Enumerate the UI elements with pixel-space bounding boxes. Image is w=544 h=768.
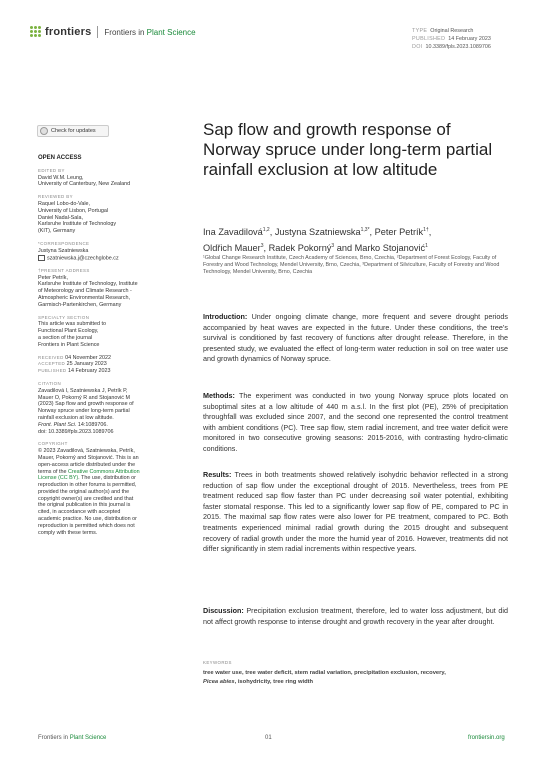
date-key: ACCEPTED <box>38 361 66 367</box>
dates-block <box>38 355 166 375</box>
abstract-text: The experiment was conducted in two young Norway spruce plots located on suboptimal sites at a low altitude of 440 m a.s.l. In the first plot (PE), 25% of precipitation throughfall was excluded since 2007, and the second one represented the control treatment with ambient conditions (PC). Tree sap flow, stem radial increment, and tree water deficit were monitored in two consecutive growing seasons: 2015-2016, with contrasting hydro-climatic conditions. <box>203 391 508 453</box>
author-name: Ina Zavadilová <box>203 227 263 238</box>
copyright-line: © 2023 Zavadilová, Szatniewska, Petrík, <box>38 448 135 455</box>
reviewer-line: (KIT), Germany <box>38 228 76 235</box>
author-affil-sup: 3 <box>331 242 335 249</box>
address-line: Atmospheric Environmental Research, <box>38 294 130 301</box>
date-key: RECEIVED <box>38 354 64 360</box>
keywords <box>203 669 508 687</box>
author-affil-sup: 1,2 <box>262 227 270 233</box>
correspondence-email[interactable]: szatniewska.j@czechglobe.cz <box>47 254 119 261</box>
address-line: Peter Petrík, <box>38 274 68 281</box>
reviewer-line: Karlsruhe Institute of Technology <box>38 221 117 228</box>
specialty-line: This article was submitted to <box>38 321 107 328</box>
article-title: Sap flow and growth response of Norway spruce under long-term partial rainfall exclusion at low altitude <box>203 120 493 179</box>
copyright-text: terms of the <box>38 468 68 475</box>
abstract-text: Under ongoing climate change, more frequent and severe drought periods accompanied by heat waves are expected in the future. Under these conditions, the tree’s survival is conditioned by fast recovery of functions after drought release. Therefore, in the presented study, we evaluated the effect of long-term water reduction in soil on tree water use and growth dynamics of Norway spruce. <box>203 312 508 364</box>
copyright-line: provided the original author(s) and the <box>38 488 130 495</box>
copyright-label: COPYRIGHT <box>38 441 68 447</box>
author-name: Oldřich Mauer <box>203 242 261 253</box>
edited-by-label: EDITED BY <box>38 167 65 173</box>
copyright-line: Mauer, Pokorný and Stojanović. This is an <box>38 454 139 461</box>
logo-text: frontiers <box>45 26 92 38</box>
journal-accent: Plant Science <box>146 27 196 37</box>
sidebar <box>38 155 166 536</box>
cc-license-link[interactable]: Creative Commons Attribution <box>67 468 140 475</box>
abstract-text: Precipitation exclusion treatment, therefore, led to water loss adjustment, but did not affect growth response to intense drought and growth recovery in the year after drought. <box>203 606 508 626</box>
abstract-heading: Methods: <box>203 391 235 400</box>
copyright-line: the original publication in this journal is <box>38 502 131 509</box>
correspondence-name: Justyna Szatniewska <box>38 247 89 254</box>
abstract-methods <box>203 391 508 455</box>
meta-key: TYPE <box>412 28 428 34</box>
keywords-rest: , isohydricity, tree ring width <box>234 679 314 685</box>
citation-line: Norway spruce under long-term partial <box>38 408 130 415</box>
copyright-text: . The use, distribution or <box>78 475 136 482</box>
author-affil-sup: 1 <box>425 242 428 249</box>
frontiers-logo <box>30 26 196 38</box>
meta-key: DOI <box>412 44 423 50</box>
frontiers-dots-icon <box>30 26 42 38</box>
author-line-1 <box>203 224 508 240</box>
citation-line: Mauer O, Pokorný R and Stojanović M <box>38 394 130 401</box>
correspondence-email-row[interactable] <box>38 255 166 262</box>
date-key: PUBLISHED <box>38 368 67 374</box>
author-affil-sup: 1† <box>423 227 429 233</box>
journal-prefix: Frontiers in <box>104 27 147 37</box>
open-access-label: OPEN ACCESS <box>38 155 82 161</box>
abstract-introduction <box>203 312 508 365</box>
address-line: Karlsruhe Institute of Technology, Institute <box>38 281 138 288</box>
meta-value: 10.3389/fpls.2023.1089706 <box>425 44 491 50</box>
citation-line: rainfall exclusion at low altitude. <box>38 414 114 421</box>
date-value: 04 November 2022 <box>65 354 112 361</box>
abstract-results <box>203 470 508 555</box>
address-line: Garmisch-Partenkirchen, Germany <box>38 301 122 308</box>
affiliations: ¹Global Change Research Institute, Czech Academy of Sciences, Brno, Czechia, ²Department of Forest Ecology, Faculty of Forestry and Wood Technology, Mendel University, Brno, Czechia, ³Department of Silviculture, Faculty of Forestry and Wood Technology, Mendel University, Brno, Czechia <box>203 255 500 276</box>
citation-volume: 14:1089706. <box>76 421 108 428</box>
author-name: , Radek Pokorný <box>263 242 332 253</box>
abstract-heading: Results: <box>203 470 232 479</box>
date-value: 25 January 2023 <box>66 361 107 368</box>
meta-type <box>412 27 491 35</box>
author-affil-sup: 3 <box>260 242 264 249</box>
keyword-italic: Picea abies <box>203 679 235 685</box>
update-icon <box>40 127 48 135</box>
meta-value: 14 February 2023 <box>448 36 491 42</box>
copyright-line: reproduction is permitted which does not <box>38 522 135 529</box>
copyright-line: copyright owner(s) are credited and that <box>38 495 134 502</box>
meta-doi <box>412 43 491 51</box>
footer-journal-accent: Plant Science <box>69 735 107 741</box>
reviewer-line: Daniel Nadal-Sala, <box>38 214 83 221</box>
citation-journal-line <box>38 422 166 429</box>
meta-key: PUBLISHED <box>412 36 446 42</box>
author-name: , Peter Petrík <box>369 227 424 238</box>
specialty-label: SPECIALTY SECTION <box>38 314 90 320</box>
address-line: of Meteorology and Climate Research - <box>38 288 132 295</box>
cc-license-link-2[interactable]: License (CC BY) <box>38 475 79 482</box>
footer-journal-prefix: Frontiers in <box>38 735 70 741</box>
date-received <box>38 355 166 362</box>
copyright-line: open-access article distributed under the <box>38 461 136 468</box>
specialty-line: Frontiers in Plant Science <box>38 341 100 348</box>
footer-site-link[interactable]: frontiersin.org <box>468 735 505 741</box>
citation-journal: Front. Plant Sci. <box>38 421 77 428</box>
copyright-line: cited, in accordance with accepted <box>38 509 121 516</box>
mail-icon <box>38 255 45 261</box>
specialty-line: a section of the journal <box>38 334 93 341</box>
meta-published <box>412 35 491 43</box>
logo-divider <box>97 26 98 38</box>
abstract-discussion <box>203 606 508 627</box>
copyright-line: comply with these terms. <box>38 529 98 536</box>
citation-doi: doi: 10.3389/fpls.2023.1089706 <box>38 428 114 435</box>
reviewed-by-label: REVIEWED BY <box>38 194 73 200</box>
abstract-heading: Introduction: <box>203 312 248 321</box>
reviewer-line: University of Lisbon, Portugal <box>38 207 109 214</box>
editor-line: David W.M. Leung, <box>38 174 84 181</box>
citation-label: CITATION <box>38 380 62 386</box>
copyright-link-line <box>38 469 166 476</box>
footer-journal <box>38 735 106 741</box>
copyright-line: reproduction in other forums is permitted, <box>38 482 137 489</box>
reviewer-line: Raquel Lobo-do-Vale, <box>38 200 91 207</box>
correspondence-label: *CORRESPONDENCE <box>38 240 90 246</box>
date-accepted <box>38 361 166 368</box>
keywords-label: KEYWORDS <box>203 660 232 665</box>
date-value: 14 February 2023 <box>68 368 111 375</box>
author-list <box>203 224 508 255</box>
abstract-text: Trees in both treatments showed relatively isohydric behavior reflected in a strong reduction of sap flow under the exceptional drought of 2015. Nevertheless, trees from PE treatment reduced sap flow faster than PC under decreasing soil water potential, exhibiting faster stomatal response. This led to a significantly lower sap flow of PE, compared to PC in 2015. The maximal sap flow rates were also lower for PE treatment, compared to PC. Both treatments experienced minimal radial growth during the 2015 drought and subsequent recovery of radial growth under the more the humid year of 2016. However, treatments did not differ significantly in stem radial increments within respective years. <box>203 470 508 554</box>
author-name: , Justyna Szatniewska <box>269 227 361 238</box>
copyright-link-line <box>38 475 166 482</box>
author-affil-sup: 1,3* <box>360 227 370 233</box>
date-published <box>38 368 166 375</box>
author-name: , <box>428 227 432 238</box>
editor-line: University of Canterbury, New Zealand <box>38 181 131 188</box>
citation-line: Zavadilová I, Szatniewska J, Petrík P, <box>38 387 128 394</box>
check-for-updates-button[interactable] <box>37 125 109 137</box>
keywords-line: tree water use, tree water deficit, stem radial variation, precipitation exclusion, recovery, <box>203 670 446 676</box>
keywords-line <box>203 678 508 687</box>
page-number: 01 <box>265 735 272 741</box>
journal-name <box>104 28 195 37</box>
meta-value: Original Research <box>430 28 474 34</box>
copyright-line: academic practice. No use, distribution or <box>38 516 137 523</box>
abstract-heading: Discussion: <box>203 606 244 615</box>
author-line-2 <box>203 240 508 256</box>
check-updates-label: Check for updates <box>51 128 96 134</box>
present-address-label: †PRESENT ADDRESS <box>38 267 90 273</box>
specialty-line: Functional Plant Ecology, <box>38 328 99 335</box>
article-meta <box>412 27 491 51</box>
citation-line: (2023) Sap flow and growth response of <box>38 401 134 408</box>
author-name: and Marko Stojanović <box>334 242 426 253</box>
